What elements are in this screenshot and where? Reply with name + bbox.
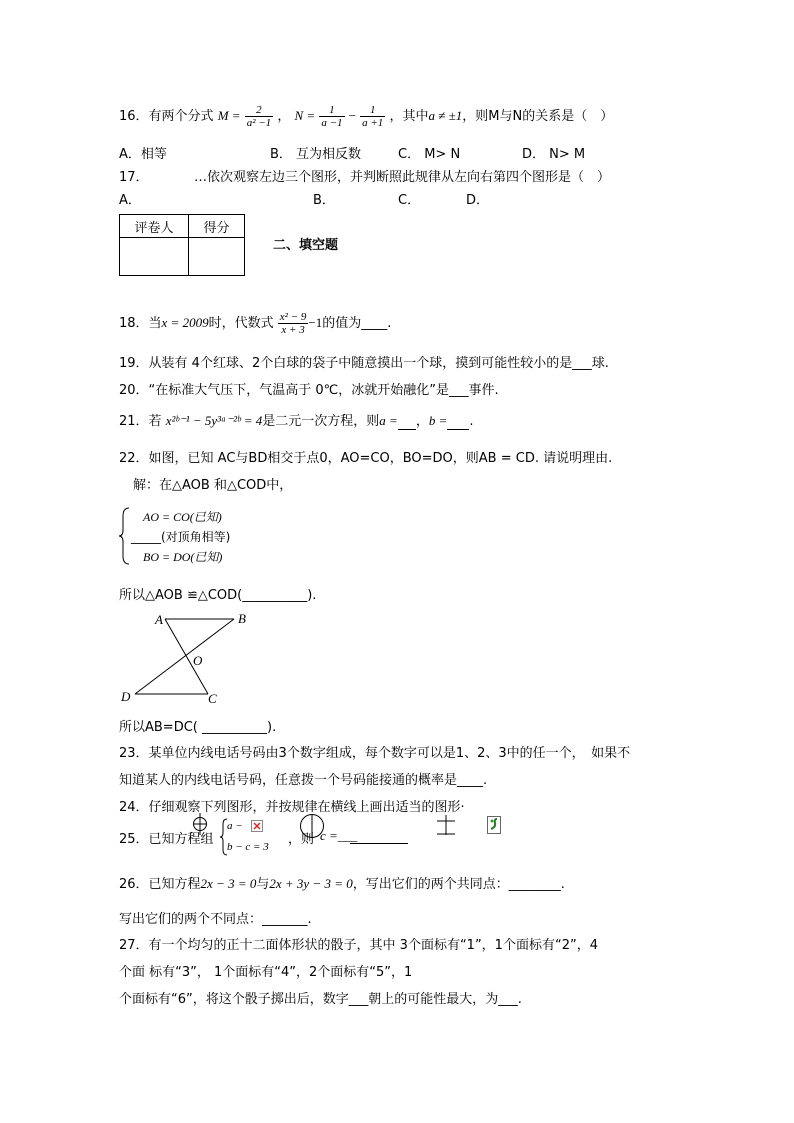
q26-prefix: 26．已知方程 <box>119 877 201 892</box>
q16-N-den1: a −1 <box>321 117 343 129</box>
q18-tail: −1 <box>308 315 323 330</box>
q17-option-c: C． <box>398 193 421 208</box>
q25-eq1: a − <box>227 820 243 832</box>
q18-num: x² − 9 <box>279 311 307 323</box>
label-d: D <box>121 689 131 704</box>
q26-mid: 与 <box>256 877 270 892</box>
q17-option-b: B． <box>313 193 335 208</box>
q26-suffix: ，写出它们的两个共同点：________. <box>352 877 565 892</box>
q22-so1: 所以△AOB ≌△COD(__________). <box>119 588 317 603</box>
q25-answer-line[interactable] <box>350 831 408 844</box>
score-table <box>119 214 245 276</box>
q16-N-frac2 <box>360 104 385 129</box>
q26-eq1: 2x − 3 = 0 <box>200 876 257 891</box>
q26-line <box>119 873 565 892</box>
q27-line3: 个面标有“6”，将这个骰子掷出后，数字___朝上的可能性最大，为___. <box>119 992 522 1007</box>
score-cell-score[interactable] <box>189 238 245 276</box>
q18-line <box>119 309 391 338</box>
q22-so2: 所以AB=DC( __________). <box>119 720 277 735</box>
q16-N-lhs: N = <box>294 108 316 123</box>
q25-mid: ，则 <box>288 832 315 847</box>
q26b-text: 写出它们的两个不同点：_______. <box>119 912 312 927</box>
q24-text: 24．仔细观察下列图形，并按规律在横线上画出适当的图形· <box>119 800 465 815</box>
q25-tail: c =___ <box>320 828 358 843</box>
q27-line1: 27．有一个均匀的正十二面体形状的骰子，其中 3个面标有“1”，1个面标有“2”，4 <box>119 938 598 953</box>
label-o: O <box>193 653 203 668</box>
score-header-grader: 评卷人 <box>120 215 189 238</box>
score-header-score: 得分 <box>189 215 245 238</box>
q21-sep: ， <box>415 414 429 429</box>
pattern-figure-3-icon <box>436 815 456 837</box>
q16-option-b: B． 互为相反数 <box>270 147 362 162</box>
q16-option-d: D． N> M <box>522 147 586 162</box>
q26-eq2: 2x + 3y − 3 = 0 <box>269 876 353 891</box>
label-b: B <box>238 611 246 626</box>
q16-M-num: 2 <box>245 104 273 117</box>
label-c: C <box>208 691 217 706</box>
q18-den: x + 3 <box>281 324 305 336</box>
broken-image-icon <box>251 820 263 832</box>
q21-blank-a[interactable] <box>398 414 416 430</box>
q16-minus: − <box>348 108 356 123</box>
q22-line3: BO = DO(已知) <box>143 550 223 564</box>
q23-line1: 23．某单位内线电话号码由3个数字组成，每个数字可以是1、2、3中的任一个， 如果不 <box>119 746 631 761</box>
q22-solution: 解：在△AOB 和△COD中， <box>133 478 293 493</box>
q18-mid: 时，代数式 <box>208 316 274 331</box>
q16-sep: ， <box>277 109 291 124</box>
q16-N-num2: 1 <box>360 104 385 117</box>
q21-b: b = <box>428 413 448 428</box>
q21-mid: 是二元一次方程，则 <box>262 414 380 429</box>
q16-option-c: C． M> N <box>398 147 461 162</box>
q27-line2: 个面 标有“3”， 1个面标有“4”，2个面标有“5”，1 <box>119 965 413 980</box>
q21-a: a = <box>379 413 398 428</box>
q20-text: 20．“在标准大气压下，气温高于 0℃，冰就开始融化”是___事件. <box>119 383 499 398</box>
score-cell-grader[interactable] <box>120 238 189 276</box>
q18-prefix: 18．当 <box>119 316 162 331</box>
q22-figure <box>115 608 265 708</box>
q21-line <box>119 410 474 430</box>
q17-text: 17． …依次观察左边三个图形，并判断照此规律从左向右第四个图形是（ ） <box>119 170 611 185</box>
q22-line1: AO = CO(已知) <box>143 510 222 524</box>
q16-prefix: 16．有两个分式 <box>119 109 214 124</box>
q18-fraction <box>278 311 309 336</box>
q21-end: . <box>469 414 474 429</box>
q16-N-frac1 <box>319 104 344 129</box>
q25-prefix: 25．已知方程组 <box>119 832 214 847</box>
q16-M-den: a² −1 <box>246 117 272 129</box>
q16-M-fraction <box>245 104 273 129</box>
q16-line <box>119 104 613 129</box>
q21-equation: x²ᵇ⁻¹ − 5y³ᵃ⁻²ᵇ = 4 <box>165 413 263 428</box>
q18-suffix: 的值为____. <box>322 316 392 331</box>
q25-eq2: b − c = 3 <box>227 841 269 853</box>
q16-suffix: ，则M与N的关系是（ ） <box>462 109 614 124</box>
pattern-figure-1-icon <box>192 812 208 836</box>
q17-option-d: D． <box>466 193 490 208</box>
q16-N-num1: 1 <box>319 104 344 117</box>
q22-text: 22．如图，已知 AC与BD相交于点0，AO=CO，BO=DO，则AB = CD. 请说明理由. <box>119 451 613 466</box>
q23-line2: 知道某人的内线电话号码，任意拨一个号码能接通的概率是____. <box>119 773 488 788</box>
pattern-figure-2-icon <box>298 813 326 839</box>
q16-M-lhs: M = <box>217 108 241 123</box>
q16-cond: a ≠ ±1 <box>428 108 463 123</box>
q19-text: 19．从装有 4个红球、2个白球的袋子中随意摸出一个球，摸到可能性较小的是___球. <box>119 356 609 371</box>
q18-cond: x = 2009 <box>161 315 209 330</box>
q16-option-a: A．相等 <box>119 147 167 162</box>
pattern-figure-4-icon <box>487 816 501 834</box>
q17-option-a: A． <box>119 193 141 208</box>
q21-blank-b[interactable] <box>447 414 469 430</box>
segment-bd <box>135 619 234 694</box>
label-a: A <box>155 612 163 627</box>
q22-line2: _____(对顶角相等) <box>131 530 231 544</box>
q16-cond-prefix: ，其中 <box>389 109 429 124</box>
q22-brace <box>119 506 131 566</box>
q16-N-den2: a +1 <box>362 117 384 129</box>
q21-prefix: 21．若 <box>119 414 162 429</box>
section-title: 二、填空题 <box>273 238 339 253</box>
